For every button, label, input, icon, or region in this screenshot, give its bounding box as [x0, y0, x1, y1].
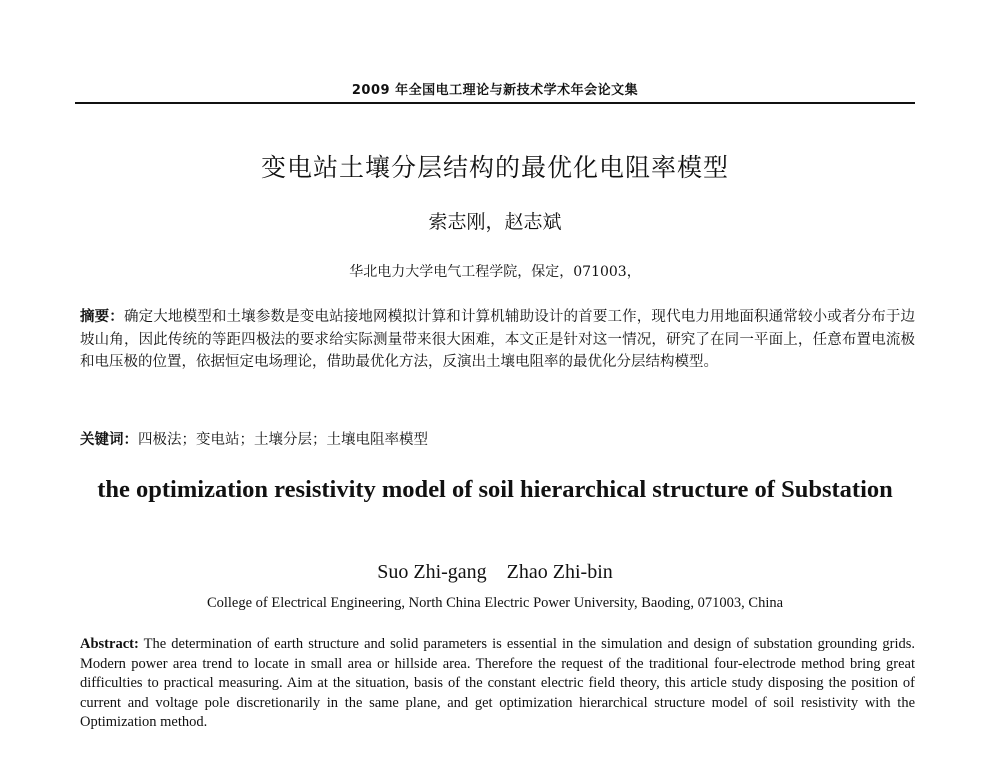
header-rule: [75, 102, 915, 104]
chinese-keywords: [80, 428, 915, 449]
chinese-abstract: [80, 306, 915, 374]
chinese-keywords-text: 四极法；变电站；土壤分层；土壤电阻率模型: [138, 432, 428, 448]
english-abstract-label: Abstract:: [80, 636, 139, 652]
english-author-1: Suo Zhi-gang: [377, 561, 487, 583]
english-affiliation: College of Electrical Engineering, North China Electric Power University, Baoding, 071003, China: [206, 595, 784, 611]
chinese-abstract-text: 确定大地模型和土壤参数是变电站接地网模拟计算和计算机辅助设计的首要工作，现代电力用地面积通常较小或者分布于边坡山角，因此传统的等距四极法的要求给实际测量带来很大困难，本文正是针对这一情况，研究了在同一平面上，任意布置电流极和电压极的位置，依据恒定电场理论，借助最优化方法，反演出土壤电阻率的最优化分层结构模型。: [80, 309, 916, 370]
english-authors: [75, 561, 915, 584]
chinese-title: 变电站土壤分层结构的最优化电阻率模型: [260, 153, 729, 182]
chinese-affiliation: 华北电力大学电气工程学院，保定，071003，: [349, 264, 641, 280]
chinese-abstract-label: 摘要：: [80, 309, 124, 325]
english-abstract: [80, 635, 915, 733]
chinese-keywords-label: 关键词：: [80, 432, 138, 448]
running-header: 2009 年全国电工理论与新技术学术年会论文集: [351, 83, 639, 98]
chinese-authors: 索志刚，赵志斌: [428, 211, 562, 233]
english-author-2: Zhao Zhi-bin: [506, 561, 613, 583]
english-abstract-text: The determination of earth structure and solid parameters is essential in the simulation and design of substation grounding grids. Modern power area trend to locate in small area or hillside area. Therefore the request of the traditional four-electrode method bring great difficulties to practical measuring. Aim at the situation, basis of the constant electric field theory, this article study disposing the position of current and voltage pole discretionarily in the same plane, and get optimization hierarchical structure model of soil resistivity with the Optimization method.: [80, 636, 915, 730]
english-title: the optimization resistivity model of soil hierarchical structure of Substation: [97, 476, 893, 503]
